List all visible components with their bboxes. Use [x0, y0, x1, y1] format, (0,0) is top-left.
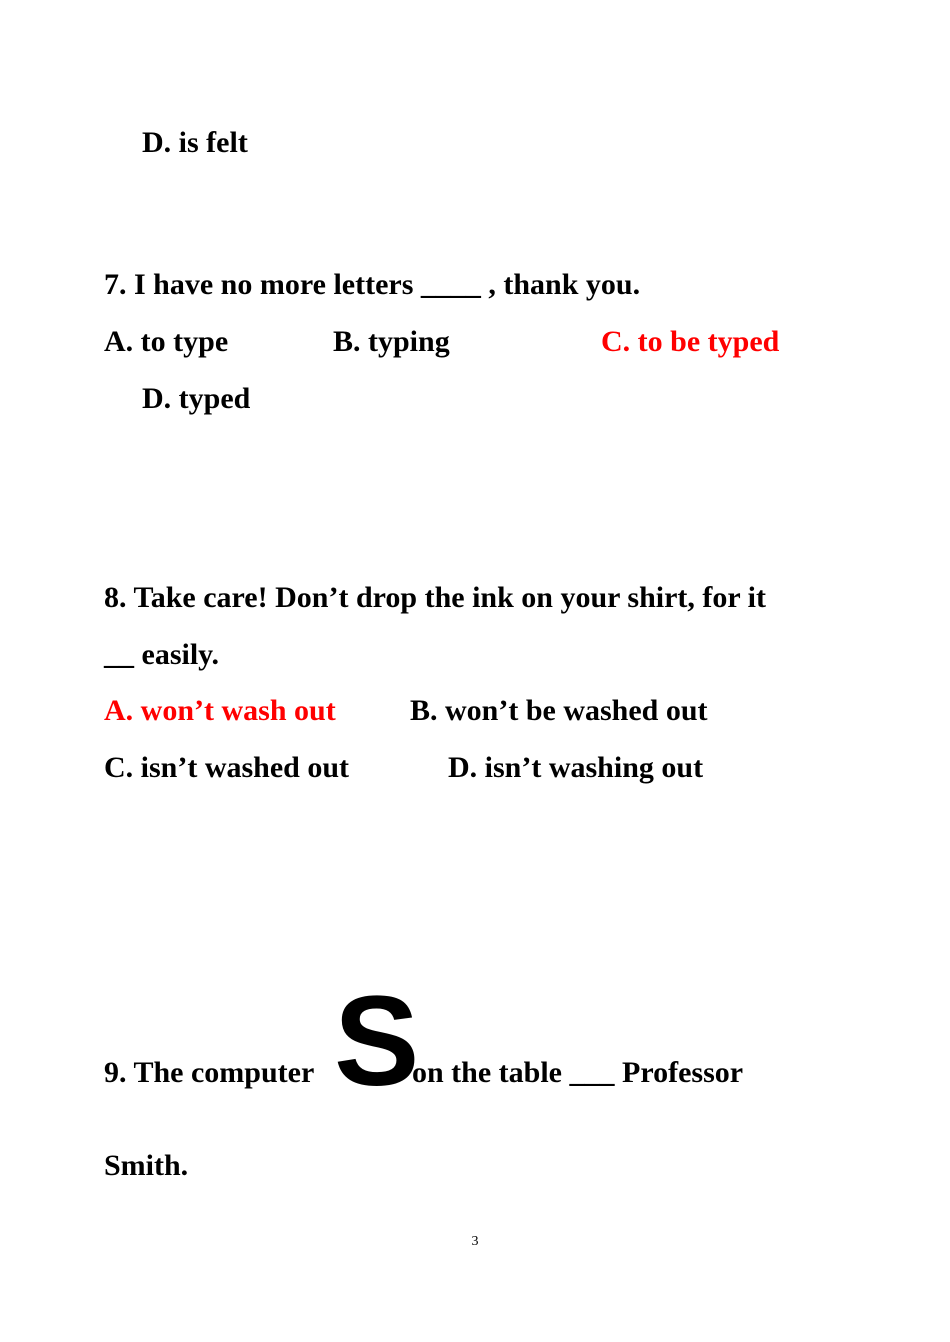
- q8-question-line1: 8. Take care! Don’t drop the ink on your shirt, for it: [104, 581, 767, 614]
- q8-option-a-answer: A. won’t wash out: [104, 694, 336, 727]
- q6-option-d: D. is felt: [142, 126, 248, 159]
- q7-option-d: D. typed: [142, 382, 251, 415]
- q7-option-b: B. typing: [333, 325, 450, 358]
- q9-line2: Smith.: [104, 1149, 189, 1182]
- q7-option-a: A. to type: [104, 325, 229, 358]
- q9-text-after: on the table ___ Professor: [412, 1056, 744, 1089]
- q9-text-before: 9. The computer: [104, 1056, 315, 1089]
- q8-option-c: C. isn’t washed out: [104, 751, 350, 784]
- page-number: 3: [471, 1234, 479, 1249]
- q9-big-letter: S: [334, 970, 420, 1113]
- q8-question-line2: __ easily.: [104, 638, 220, 671]
- q7-option-c-answer: C. to be typed: [601, 325, 780, 358]
- q7-question: 7. I have no more letters ____ , thank you.: [104, 268, 641, 301]
- q8-option-b: B. won’t be washed out: [410, 694, 708, 727]
- q8-option-d: D. isn’t washing out: [448, 751, 704, 784]
